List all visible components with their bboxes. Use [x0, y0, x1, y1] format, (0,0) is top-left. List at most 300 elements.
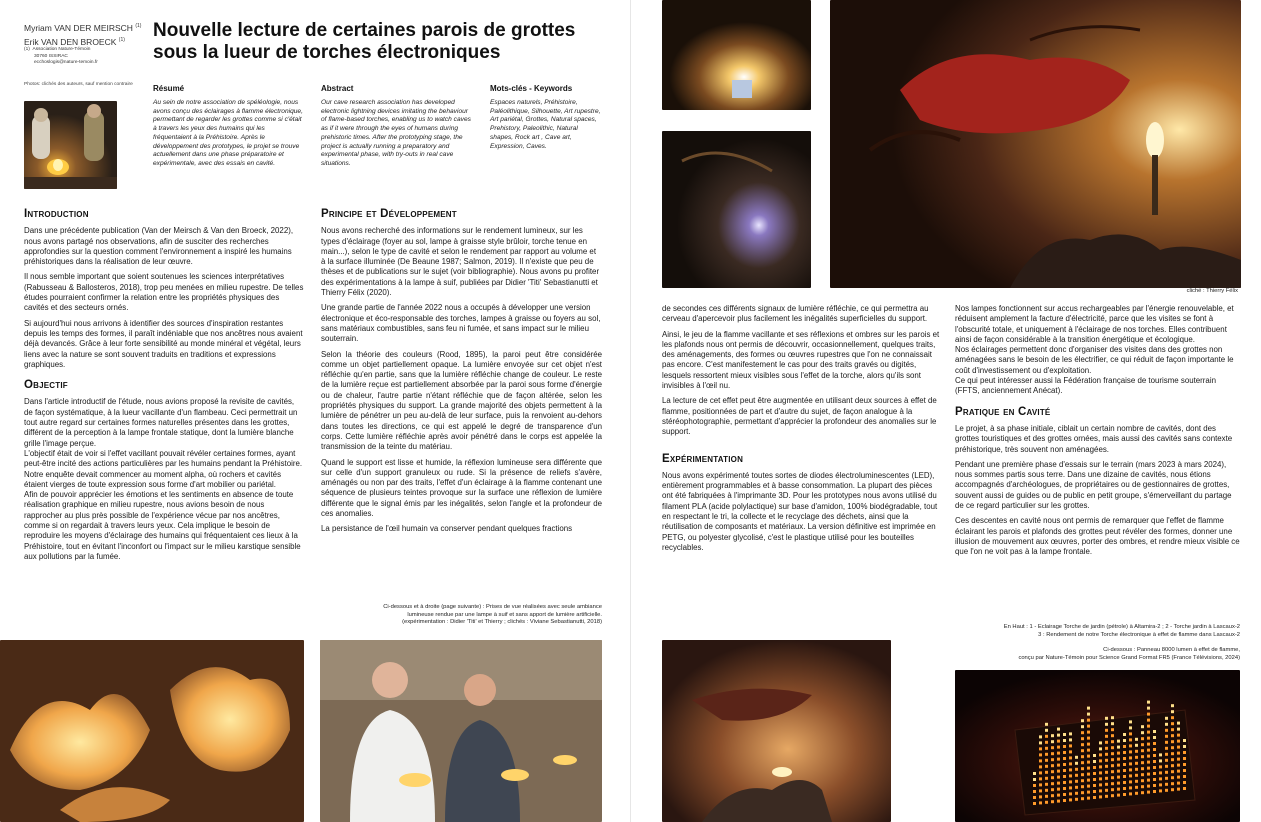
led-dot — [1057, 752, 1060, 755]
led-dot — [1081, 761, 1084, 764]
led-dot — [1165, 771, 1168, 774]
led-dot — [1111, 776, 1114, 779]
led-dot — [1051, 734, 1054, 737]
led-dot — [1063, 763, 1066, 766]
led-dot — [1111, 788, 1114, 791]
led-dot — [1165, 741, 1168, 744]
led-dot — [1153, 748, 1156, 751]
led-dot — [1093, 754, 1096, 757]
led-dot — [1177, 788, 1180, 791]
led-dot — [1183, 739, 1186, 742]
led-dot — [1147, 761, 1150, 764]
principe-p5: La persistance de l'œil humain va conserver pendant quelques fractions — [321, 524, 573, 534]
led-dot — [1057, 770, 1060, 773]
photo-credit-note: Photos: clichés des auteurs, sauf mention contraire — [24, 82, 133, 87]
led-dot — [1171, 776, 1174, 779]
col3-p2: Ainsi, le jeu de la flamme vacillante et ses réflexions et ombres sur les parois et les plafonds nous ont permis de découvrir, occasionnellement, quelques traits, des aménagements, des formes ou œuvres rupestres que l'on ne connaissait pas encore. C'est manifestement le cas pour des traits gravés ou digités, lesquels ressortent mieux visibles sous l'effet de la torche, alors qu'ils sont invisibles à l'œil nu. — [662, 329, 940, 391]
led-dot — [1159, 753, 1162, 756]
led-dot — [1099, 783, 1102, 786]
led-dot — [1099, 759, 1102, 762]
led-dot — [1123, 793, 1126, 796]
led-dot — [1171, 758, 1174, 761]
led-dot — [1099, 777, 1102, 780]
led-dot — [1039, 765, 1042, 768]
led-dot — [1153, 736, 1156, 739]
led-dot — [1105, 795, 1108, 798]
photo-flame-lamps — [0, 640, 304, 822]
led-dot — [1045, 777, 1048, 780]
led-dot — [1171, 710, 1174, 713]
led-dot — [1105, 747, 1108, 750]
led-dot — [1183, 769, 1186, 772]
association-block: (1) Association Nature-Témoin 30760 ISSIRAC ecchoslogis@nature-temoin.fr — [24, 47, 149, 67]
led-dot — [1153, 760, 1156, 763]
led-dot — [1063, 799, 1066, 802]
led-dot — [1141, 737, 1144, 740]
led-dot — [1075, 762, 1078, 765]
led-dot — [1099, 771, 1102, 774]
led-dot — [1051, 752, 1054, 755]
led-dot — [1099, 753, 1102, 756]
led-dot — [1075, 798, 1078, 801]
led-dot — [1111, 764, 1114, 767]
led-dot — [1171, 752, 1174, 755]
col3-p3: La lecture de cet effet peut être augmentée en utilisant deux sources à effet de flamme, positionnées de part et d'autre du sujet, de façon analogue à la stéréophotographie, permettant d'apprécier la profondeur des anomalies sur le support. — [662, 396, 937, 437]
led-dot — [1069, 774, 1072, 777]
led-dot — [1177, 734, 1180, 737]
led-dot — [1159, 783, 1162, 786]
led-dot — [1153, 742, 1156, 745]
led-dot — [1117, 788, 1120, 791]
led-dot — [1063, 751, 1066, 754]
led-dot — [1039, 771, 1042, 774]
led-dot — [1063, 733, 1066, 736]
led-dot — [1141, 749, 1144, 752]
col3-p1: de secondes ces différents signaux de lumière réfléchie, ce qui permettra au cerveau d'apercevoir plus facilement les inégalités superficielles du support. — [662, 304, 929, 324]
led-dot — [1123, 751, 1126, 754]
led-dot — [1051, 776, 1054, 779]
led-dot — [1129, 792, 1132, 795]
led-dot — [1123, 787, 1126, 790]
led-dot — [1063, 787, 1066, 790]
caption-right-top: En Haut : 1 - Eclairage Torche de jardin (pétrole) à Altamira-2 ; 2 - Torche jardin à Lascaux-2 3 : Rendement de notre Torche électronique à effet de flamme dans Lascaux-2 — [1003, 624, 1240, 638]
led-dot — [1123, 739, 1126, 742]
keywords-block — [490, 84, 602, 151]
led-dot — [1135, 774, 1138, 777]
led-dot — [1087, 797, 1090, 800]
led-dot — [1147, 707, 1150, 710]
led-dot — [1069, 750, 1072, 753]
led-dot — [1075, 780, 1078, 783]
caption-left: Ci-dessous et à droite (page suivante) : Prises de vue réalisées avec seule ambiance lumineuse rendue par une lampe à suif et sans apport de lumière artificielle. (expérimentation : Didier 'Titi' et Thierry ; clichés : Viviane Sebastianutti, 2018) — [383, 604, 602, 626]
led-dot — [1105, 723, 1108, 726]
led-dot — [1093, 778, 1096, 781]
led-dot — [1105, 783, 1108, 786]
led-dot — [1147, 755, 1150, 758]
led-dot — [1063, 739, 1066, 742]
led-dot — [1057, 794, 1060, 797]
led-dot — [1129, 762, 1132, 765]
column-1 — [24, 209, 304, 567]
led-dot — [1051, 800, 1054, 803]
keywords-text: Espaces naturels, Préhistoire, Paléolithique, Silhouette, Art rupestre, Art pariétal, Grottes, Natural spaces, Prehistory, Paleolithic, Natural shapes, Rock art , Cave art, Expression, Caves. — [490, 99, 601, 150]
led-dot — [1129, 786, 1132, 789]
led-dot — [1117, 758, 1120, 761]
led-dot — [1081, 743, 1084, 746]
led-dot — [1171, 740, 1174, 743]
led-dot — [1111, 794, 1114, 797]
led-dot — [1093, 796, 1096, 799]
led-dot — [1147, 791, 1150, 794]
led-dot — [1075, 786, 1078, 789]
led-dot — [1153, 784, 1156, 787]
led-dot — [1039, 789, 1042, 792]
led-dot — [1081, 725, 1084, 728]
principe-p2: Une grande partie de l'année 2022 nous a occupés à développer une version électronique et éco-responsable des torches, lampes à graisse ou foyers au sol, sans matériaux combustibles, sans feu ni fumée, et sans impact sur le milieu souterrain. — [321, 303, 601, 344]
led-dot — [1111, 734, 1114, 737]
led-dot — [1165, 735, 1168, 738]
led-dot — [1153, 730, 1156, 733]
led-dot — [1075, 774, 1078, 777]
introduction-p3: Si aujourd'hui nous arrivons à identifier des sources d'inspiration restantes depuis les temps des formes, il paraît indéniable que nos ancêtres nous avaient déjà devancés. Grâce à leur forte sensibilité au monde minéral et végétal, leurs liens avec la nature se sont souvent traduits en traditions et expressions graphiques. — [24, 318, 303, 369]
led-dot — [1063, 775, 1066, 778]
led-dot — [1159, 777, 1162, 780]
led-dot — [1045, 759, 1048, 762]
led-dot — [1081, 767, 1084, 770]
led-dot — [1039, 735, 1042, 738]
led-dot — [1111, 752, 1114, 755]
led-dot — [1177, 752, 1180, 755]
led-dot — [1033, 784, 1036, 787]
led-dot — [1051, 758, 1054, 761]
led-dot — [1045, 735, 1048, 738]
led-dot — [1117, 740, 1120, 743]
led-dot — [1111, 740, 1114, 743]
led-dot — [1141, 725, 1144, 728]
led-dot — [1051, 794, 1054, 797]
led-dot — [1159, 765, 1162, 768]
photo-lascaux-torch — [662, 131, 811, 288]
led-dot — [1087, 761, 1090, 764]
led-dot — [1129, 738, 1132, 741]
led-dot — [1123, 769, 1126, 772]
objectif-p4: Afin de pouvoir apprécier les émotions et les sentiments en absence de toute réalisation graphique en milieu rupestre, nous avions besoin de nous rapprocher au plus près possible de l'expérience vécue par nos ancêtres, comme si on regardait à travers leurs yeux. Cela implique le besoin de reproduire les moyens d'éclairage des humains qui fréquentaient ces lieux à la Préhistoire, tout en évitant l'inconfort ou l'impact sur le milieu karstique sensible aux pollutions par la fumée. — [24, 490, 301, 561]
led-dot — [1087, 755, 1090, 758]
led-dot — [1051, 770, 1054, 773]
led-dot — [1135, 792, 1138, 795]
led-dot — [1129, 780, 1132, 783]
authors-photo — [24, 101, 117, 189]
led-dot — [1081, 749, 1084, 752]
led-dot — [1069, 738, 1072, 741]
led-dot — [1129, 768, 1132, 771]
objectif-heading: Objectif — [24, 379, 68, 392]
objectif-p2: L'objectif était de voir si l'effet vacillant pouvait révéler certaines formes, ayant peut-être incité des actions particulières par les humains pendant la Préhistoire. — [24, 448, 303, 469]
led-dot — [1171, 770, 1174, 773]
led-dot — [1081, 791, 1084, 794]
led-dot — [1051, 764, 1054, 767]
led-dot — [1069, 744, 1072, 747]
led-dot — [1171, 728, 1174, 731]
led-dot — [1087, 785, 1090, 788]
pratique-heading: Pratique en Cavité — [955, 405, 1051, 418]
led-dot — [1063, 769, 1066, 772]
led-dot — [1051, 746, 1054, 749]
led-dot — [1129, 774, 1132, 777]
led-dot — [1159, 771, 1162, 774]
led-dot — [1045, 741, 1048, 744]
led-dot — [1141, 773, 1144, 776]
led-dot — [1087, 719, 1090, 722]
led-dot — [1039, 777, 1042, 780]
led-dot — [1087, 725, 1090, 728]
led-dot — [1057, 800, 1060, 803]
led-dot — [1123, 763, 1126, 766]
led-dot — [1147, 737, 1150, 740]
led-dot — [1135, 768, 1138, 771]
led-dot — [1147, 713, 1150, 716]
photo-altamira-torch — [662, 0, 811, 110]
resume-text: Au sein de notre association de spéléologie, nous avons conçu des éclairages à flamme électronique, permettant de regarder les grottes comme si c'était à travers les yeux des humains qui les fréquentaient à la Préhistoire. Après le développement des prototypes, le projet se trouve actuellement dans une phase préparatoire et expérimentale, avec des essais en cavité. — [153, 99, 303, 167]
led-dot — [1081, 755, 1084, 758]
led-dot — [1183, 775, 1186, 778]
abstract-heading: Abstract — [321, 84, 354, 93]
led-dot — [1177, 728, 1180, 731]
led-dot — [1033, 796, 1036, 799]
led-dot — [1177, 722, 1180, 725]
led-dot — [1123, 775, 1126, 778]
principe-p3: Selon la théorie des couleurs (Rood, 1895), la paroi peut être considérée comme un objet partiellement opaque. La lumière envoyée sur cet objet n'est réfléchie qu'en partie, sans que la lumière réfléchie change de couleur. Le reste de la lumière reçue est partiellement absorbée par la paroi sous forme d'énergie ou de chaleur, l'autre partie n'étant réfléchie que de façon altérée, selon les propriétés physiques du support. La grande majorité des objets permettent à la lumière de pénétrer un peu au-delà de leur surface, puis la renvoient au-dehors dans toutes les directions, ce qui est appelé le degré de transparence d'un corps. Cette lumière réfléchie après avoir pénétré dans le corps est appelée la transmission de la teinte du matériau. — [321, 349, 602, 452]
led-dot — [1165, 717, 1168, 720]
led-dot — [1105, 771, 1108, 774]
led-dot — [1117, 764, 1120, 767]
led-dot — [1045, 795, 1048, 798]
led-dot — [1105, 789, 1108, 792]
led-dot — [1177, 770, 1180, 773]
led-dot — [1069, 768, 1072, 771]
led-dot — [1147, 773, 1150, 776]
led-dot — [1117, 782, 1120, 785]
led-dot — [1129, 756, 1132, 759]
association-address: 30760 ISSIRAC — [34, 53, 68, 59]
led-dot — [1081, 773, 1084, 776]
page-gutter — [630, 0, 631, 822]
led-dot — [1117, 746, 1120, 749]
led-dot — [1075, 792, 1078, 795]
led-dot — [1099, 795, 1102, 798]
led-dot — [1135, 780, 1138, 783]
led-dot — [1153, 766, 1156, 769]
led-dot — [1111, 770, 1114, 773]
led-dot — [1147, 767, 1150, 770]
objectif-p3: Notre enquête devait commencer au moment alpha, où rochers et cavités étaient vierges de toute expression sous forme d'art mobilier ou pariétal. — [24, 469, 282, 489]
led-dot — [1081, 785, 1084, 788]
led-dot — [1111, 722, 1114, 725]
led-dot — [1183, 757, 1186, 760]
led-dot — [1057, 758, 1060, 761]
principe-p4: Quand le support est lisse et humide, la réflexion lumineuse sera différente que sur celle d'un support granuleux ou rude. Si la présence de reliefs s'avère, aménagés ou non par des traits, l'effet d'un éclairage à la flamme contenant une séquence de plusieurs teintes provoque sur la surface une réflexion de lumière différente que le signal émis par les inégalités, selon l'angle et la profondeur de ces anomalies. — [321, 457, 602, 519]
led-dot — [1039, 741, 1042, 744]
led-dot — [1045, 771, 1048, 774]
led-dot — [1063, 757, 1066, 760]
photo-led-panel — [955, 670, 1240, 822]
led-dot — [1171, 734, 1174, 737]
led-dot — [1051, 740, 1054, 743]
led-dot — [1087, 743, 1090, 746]
led-dot — [1057, 746, 1060, 749]
led-dot — [1159, 759, 1162, 762]
led-dot — [1087, 749, 1090, 752]
led-dot — [1105, 717, 1108, 720]
col4-p3: Ce qui peut intéresser aussi la Fédération française de tourisme souterrain (FFTS, anciennement Anécat). — [955, 376, 1216, 396]
led-dot — [1129, 720, 1132, 723]
led-dot — [1123, 757, 1126, 760]
pratique-p2: Pendant une première phase d'essais sur le terrain (mars 2023 à mars 2024), nous sommes partis sous terre. Dans une dizaine de cavités, nous étions accompagnés d'archéologues, de propriétaires ou de gestionnaires de grottes, souvent aussi de guides ou de public en petit groupe, s'émerveillant du partage de ce regard particulier sur les grottes. — [955, 459, 1232, 511]
led-dot — [1033, 772, 1036, 775]
led-dot — [1057, 782, 1060, 785]
led-dot — [1183, 787, 1186, 790]
led-dot — [1159, 789, 1162, 792]
photo-two-men-lamps — [320, 640, 602, 822]
led-dot — [1039, 801, 1042, 804]
led-dot — [1177, 764, 1180, 767]
led-dot — [1141, 731, 1144, 734]
author-1: Myriam VAN DER MEIRSCH $^{(1)}$ — [24, 22, 142, 33]
introduction-p2: Il nous semble important que soient soutenues les sciences interprétatives (Rabusseau & Ballosteros, 2018), trop peu menées en milieu rupestre. De telles études pourraient confirmer la relation entre les propriétés physiques des cavités et des secteurs ornés. — [24, 272, 304, 313]
led-dot — [1165, 729, 1168, 732]
led-dot — [1135, 786, 1138, 789]
led-dot — [1171, 788, 1174, 791]
led-dot — [1069, 786, 1072, 789]
led-dot — [1093, 784, 1096, 787]
led-dot — [1135, 762, 1138, 765]
led-dot — [1093, 766, 1096, 769]
led-dot — [1045, 789, 1048, 792]
column-4 — [955, 304, 1240, 563]
led-dot — [1069, 798, 1072, 801]
led-dot — [1033, 790, 1036, 793]
led-dot — [1045, 765, 1048, 768]
led-dot — [1147, 749, 1150, 752]
led-dot — [1153, 778, 1156, 781]
led-dot — [1177, 740, 1180, 743]
led-dot — [1087, 767, 1090, 770]
pratique-p1: Le projet, à sa phase initiale, ciblait un certain nombre de cavités, dont des grottes touristiques et des grottes ornées, mais aussi des cavités sans contexte préhistorique, très souvent non aménagées. — [955, 423, 1233, 454]
pratique-p3: Ces descentes en cavité nous ont permis de remarquer que l'effet de flamme éclairant les parois et plafonds des grottes peut révéler des formes, donner une illusion de mouvement aux œuvres, porter des ombres, et rendre mieux visible ce que l'on ne voit pas à la lampe frontale. — [955, 516, 1240, 557]
led-dot — [1171, 704, 1174, 707]
led-dot — [1123, 781, 1126, 784]
column-2 — [321, 209, 602, 540]
principe-p1: Nous avons recherché des informations sur le rendement lumineux, sur les types d'éclairage (foyer au sol, lampe à graisse style brûloir, torche tenue en main...), selon le type de cavité et selon le rendement par rapport au volume et à la surface illuminée (De Beaune 1987; Salmon, 2019). Il n'existe que peu de thèses et de publications sur le sujet (voir bibliographie). Nous avons pu profiter des expérimentations à la lampe à suif, publiées par Didier 'Titi' Sebastianutti et Thierry Félix (2020). — [321, 226, 600, 298]
led-dot — [1147, 701, 1150, 704]
led-dot — [1105, 729, 1108, 732]
introduction-p1: Dans une précédente publication (Van der Meirsch & Van den Broeck, 2022), nous avons partagé nos observations, afin de susciter des recherches approfondies sur la question comment l'environnement a inspiré les humains préhistoriques dans la réalisation de leur œuvre. — [24, 226, 294, 267]
led-dot — [1177, 776, 1180, 779]
association-email: ecchoslogis@nature-temoin.fr — [34, 60, 98, 66]
led-dot — [1153, 790, 1156, 793]
led-dot — [1105, 765, 1108, 768]
led-dot — [1081, 737, 1084, 740]
led-dot — [1063, 781, 1066, 784]
led-dot — [1165, 759, 1168, 762]
led-dot — [1087, 731, 1090, 734]
led-dot — [1045, 747, 1048, 750]
led-dot — [1093, 772, 1096, 775]
led-dot — [1057, 764, 1060, 767]
abstract-block — [321, 84, 471, 169]
led-dot — [1033, 778, 1036, 781]
led-dot — [1177, 758, 1180, 761]
led-dot — [1105, 735, 1108, 738]
led-dot — [1045, 801, 1048, 804]
caption-right-bottom: Ci-dessous : Panneau 8000 lumen à effet de flamme, conçu par Nature-Témoin pour Science Grand Format FR5 (France Télévisions, 2024) — [1018, 647, 1240, 661]
led-dot — [1135, 756, 1138, 759]
led-dot — [1087, 707, 1090, 710]
led-dot — [1105, 753, 1108, 756]
led-dot — [1183, 751, 1186, 754]
led-dot — [1045, 783, 1048, 786]
association-name: Association Nature-Témoin — [32, 47, 91, 52]
introduction-heading: Introduction — [24, 208, 89, 220]
led-dot — [1111, 758, 1114, 761]
led-dot — [1135, 750, 1138, 753]
led-dot — [1147, 719, 1150, 722]
led-dot — [1147, 785, 1150, 788]
led-dot — [1141, 779, 1144, 782]
led-dot — [1171, 782, 1174, 785]
led-dot — [1081, 779, 1084, 782]
led-dot — [1045, 723, 1048, 726]
led-dot — [1141, 761, 1144, 764]
led-dot — [1081, 797, 1084, 800]
led-dot — [1033, 802, 1036, 805]
led-dot — [1177, 782, 1180, 785]
led-dot — [1147, 743, 1150, 746]
led-dot — [1135, 744, 1138, 747]
author-2: Erik VAN DEN BROECK $^{(1)}$ — [24, 36, 125, 47]
led-dot — [1165, 777, 1168, 780]
led-dot — [1075, 768, 1078, 771]
led-dot — [1099, 765, 1102, 768]
led-dot — [1165, 753, 1168, 756]
led-dot — [1117, 776, 1120, 779]
abstract-text: Our cave research association has developed electronic lightning devices imitating the behaviour of flame-based torches, enabling us to watch caves as if it were through the eyes of humans during prehistoric times. After the prototyping stage, the project is actually running a preparatory and experimental phase, with try-outs in real cave situations. — [321, 99, 471, 167]
led-dot — [1069, 780, 1072, 783]
led-dot — [1165, 783, 1168, 786]
led-dot — [1069, 732, 1072, 735]
experimentation-p1: Nous avons expérimenté toutes sortes de diodes électroluminescentes (LED), entièrement programmables et à basse consommation. La plupart des pièces ont été fabriquées à l'imprimante 3D. Pour les prototypes nous avons utilisé du filament PLA (acide polylactique) sur base d'amidon, 100% biodégradable, tout en respectant le tri, la collecte et le recyclage des déchets, ainsi que la réutilisation de composants et matériaux. La version définitive est imprimée en PETG, ou polyester glycolisé, c'est le plastique utilisé pour les bouteilles recyclables. — [662, 470, 938, 552]
led-dot — [1111, 782, 1114, 785]
led-dot — [1087, 737, 1090, 740]
led-dot — [1123, 745, 1126, 748]
led-dot — [1057, 788, 1060, 791]
experimentation-heading: Expérimentation — [662, 452, 744, 465]
led-dot — [1081, 731, 1084, 734]
led-dot — [1105, 759, 1108, 762]
led-dot — [1183, 781, 1186, 784]
led-dot — [1057, 728, 1060, 731]
article-title: Nouvelle lecture de certaines parois de grottes sous la lueur de torches électroniques — [153, 20, 576, 63]
led-dot — [1171, 764, 1174, 767]
led-dot — [1171, 722, 1174, 725]
led-dot — [1081, 719, 1084, 722]
led-dot — [1099, 741, 1102, 744]
objectif-p1: Dans l'article introductif de l'étude, nous avions proposé la revisite de cavités, de façon systématique, à la lueur vacillante d'un flambeau. Ceci permettrait un tout autre regard sur certaines formes naturelles présentes dans les grottes, différent de la perception à la lampe frontale statique, dont la lumière blanche grille l'image perçue. — [24, 397, 298, 448]
led-dot — [1057, 740, 1060, 743]
led-dot — [1057, 734, 1060, 737]
photo-cave-painting-torch — [830, 0, 1241, 288]
led-dot — [1111, 728, 1114, 731]
